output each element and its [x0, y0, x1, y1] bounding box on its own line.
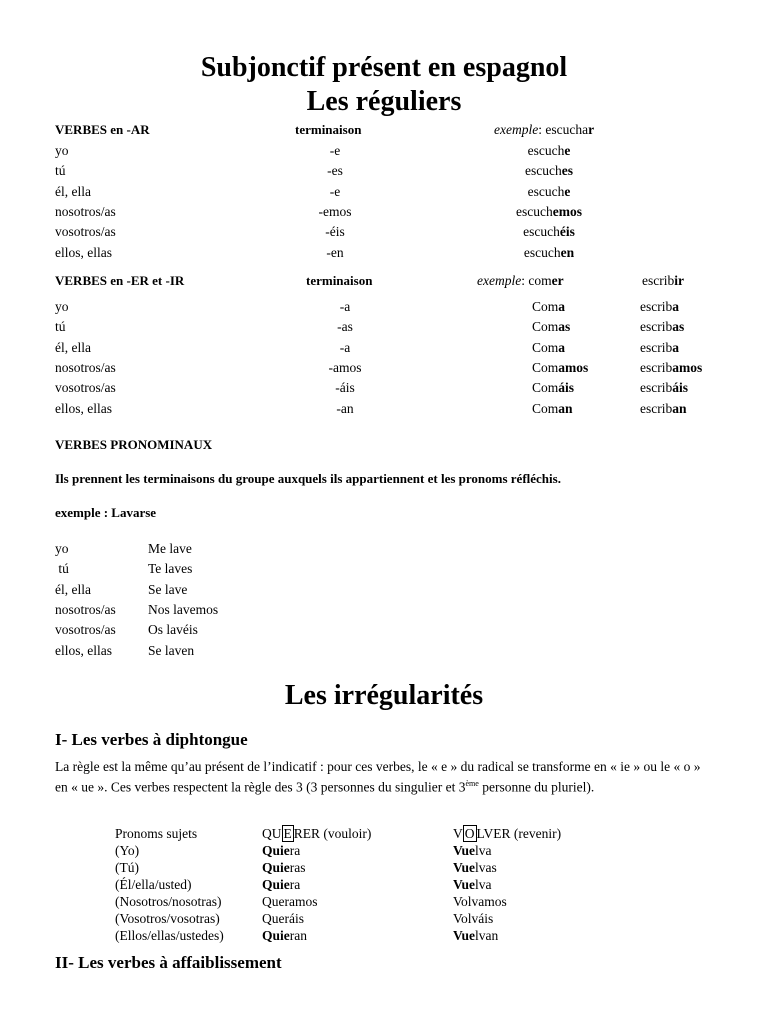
verb-table-head-volver: V O LVER (revenir) — [453, 826, 562, 841]
erir-escribir-form: escriban — [640, 400, 687, 416]
pron-pronoun: nosotros/as — [55, 601, 116, 617]
erir-pronoun: él, ella — [55, 339, 91, 355]
verb-row-pronoun: (Yo) — [115, 843, 140, 858]
volver-form: Volvamos — [453, 894, 507, 909]
erir-escribir-form: escribas — [640, 319, 685, 335]
pron-form: Te laves — [148, 561, 193, 577]
erir-comer-form: Comas — [532, 319, 571, 335]
verb-row-pronoun: (Nosotros/nosotras) — [115, 894, 222, 909]
ar-example-form: escuchen — [523, 244, 575, 260]
pron-header: VERBES PRONOMINAUX — [55, 437, 213, 452]
page-subtitle: Les réguliers — [306, 86, 462, 117]
verb-row-pronoun: (Él/ella/usted) — [115, 877, 192, 892]
ar-example-form: escuche — [527, 183, 571, 199]
erir-header-label: VERBES en -ER et -IR — [55, 273, 185, 288]
querer-form: Queramos — [262, 894, 318, 909]
pron-pronoun: tú — [55, 561, 69, 577]
verb-row-pronoun: (Vosotros/vosotras) — [115, 911, 220, 926]
irr-title: Les irrégularités — [284, 680, 484, 711]
pron-form: Me lave — [148, 541, 192, 556]
erir-comer-form: Comáis — [532, 380, 575, 396]
querer-form: Quieras — [262, 860, 306, 875]
ar-ending: -es — [327, 163, 343, 179]
erir-ending: -amos — [328, 359, 362, 375]
page-title: Subjonctif présent en espagnol — [200, 52, 568, 83]
querer-form: Queráis — [262, 911, 304, 926]
volver-form: Vuelva — [453, 843, 492, 858]
ar-pronoun: tú — [55, 163, 66, 179]
erir-comer-form: Coma — [532, 299, 566, 314]
ar-ending: -emos — [318, 203, 352, 219]
ar-example-form: escuches — [525, 163, 573, 179]
ar-ending: -en — [326, 244, 344, 260]
boxed-letter: E — [283, 826, 292, 841]
ar-header-terminaison: terminaison — [295, 122, 362, 137]
erir-pronoun: ellos, ellas — [55, 400, 112, 416]
erir-comer-form: Coman — [532, 400, 573, 416]
volver-form: Vuelva — [453, 877, 492, 892]
querer-form: Quiera — [262, 843, 301, 858]
irr-paragraph: La règle est la même qu’au présent de l’indicatif : pour ces verbes, le « e » du radical se transforme en « ie » ou le « o » en « ue ». Ces verbes respectent la règle des 3 (3 personnes du singulier et 3ème personne du pluriel). — [55, 759, 701, 795]
ar-pronoun: yo — [55, 143, 69, 158]
erir-escribir-form: escribamos — [640, 359, 703, 375]
ar-example-form: escuche — [527, 143, 571, 158]
erir-header-example2: escribir — [642, 273, 684, 288]
erir-pronoun: nosotros/as — [55, 359, 116, 375]
irr-section2-heading: II- Les verbes à affaiblissement — [55, 953, 282, 972]
pron-form: Se laven — [148, 642, 195, 658]
pron-pronoun: yo — [55, 541, 69, 556]
erir-pronoun: yo — [55, 299, 69, 314]
verb-row-pronoun: (Ellos/ellas/ustedes) — [115, 928, 224, 943]
pron-form: Os lavéis — [148, 622, 198, 638]
ar-pronoun: ellos, ellas — [55, 244, 112, 260]
erir-ending: -áis — [335, 380, 355, 396]
erir-pronoun: vosotros/as — [55, 380, 116, 396]
ar-header-example: exemple: escuchar — [494, 122, 595, 137]
volver-form: Vuelvas — [453, 860, 497, 875]
erir-ending: -an — [336, 400, 354, 416]
erir-header-terminaison: terminaison — [306, 273, 373, 288]
erir-ending: -a — [339, 339, 351, 355]
erir-escribir-form: escriba — [640, 299, 679, 314]
ar-ending: -e — [329, 183, 341, 199]
ar-pronoun: él, ella — [55, 183, 91, 199]
boxed-letter: O — [464, 826, 475, 841]
ar-example-form: escuchemos — [516, 203, 582, 219]
volver-form: Volváis — [453, 911, 494, 926]
erir-pronoun: tú — [55, 319, 66, 335]
verb-table-head-querer: QU E RER (vouloir) — [262, 826, 372, 841]
erir-comer-form: Coma — [532, 339, 566, 355]
erir-comer-form: Comamos — [532, 359, 589, 375]
ar-example-form: escuchéis — [523, 224, 575, 240]
verb-table-head-pronoms: Pronoms sujets — [115, 826, 198, 841]
ar-ending: -éis — [325, 224, 345, 240]
pron-pronoun: vosotros/as — [55, 622, 116, 638]
ar-pronoun: vosotros/as — [55, 224, 116, 240]
pron-pronoun: él, ella — [55, 581, 91, 597]
irr-section1-heading: I- Les verbes à diphtongue — [55, 730, 248, 749]
ar-header-label: VERBES en -AR — [55, 122, 150, 137]
pron-form: Nos lavemos — [148, 601, 219, 617]
verb-row-pronoun: (Tú) — [115, 860, 139, 875]
erir-ending: -as — [337, 319, 353, 335]
erir-header-example: exemple: comer — [477, 273, 564, 288]
ar-ending: -e — [329, 143, 341, 158]
pron-rule: Ils prennent les terminaisons du groupe auxquels ils appartiennent et les pronoms réfléchis. — [55, 471, 561, 486]
ar-pronoun: nosotros/as — [55, 203, 116, 219]
erir-escribir-form: escribáis — [640, 380, 688, 396]
volver-form: Vuelvan — [453, 928, 499, 943]
querer-form: Quieran — [262, 928, 308, 943]
erir-ending: -a — [339, 299, 351, 314]
pron-example: exemple : Lavarse — [55, 505, 157, 520]
pron-pronoun: ellos, ellas — [55, 642, 112, 658]
querer-form: Quiera — [262, 877, 301, 892]
erir-escribir-form: escriba — [640, 339, 679, 355]
pron-form: Se lave — [148, 581, 188, 597]
